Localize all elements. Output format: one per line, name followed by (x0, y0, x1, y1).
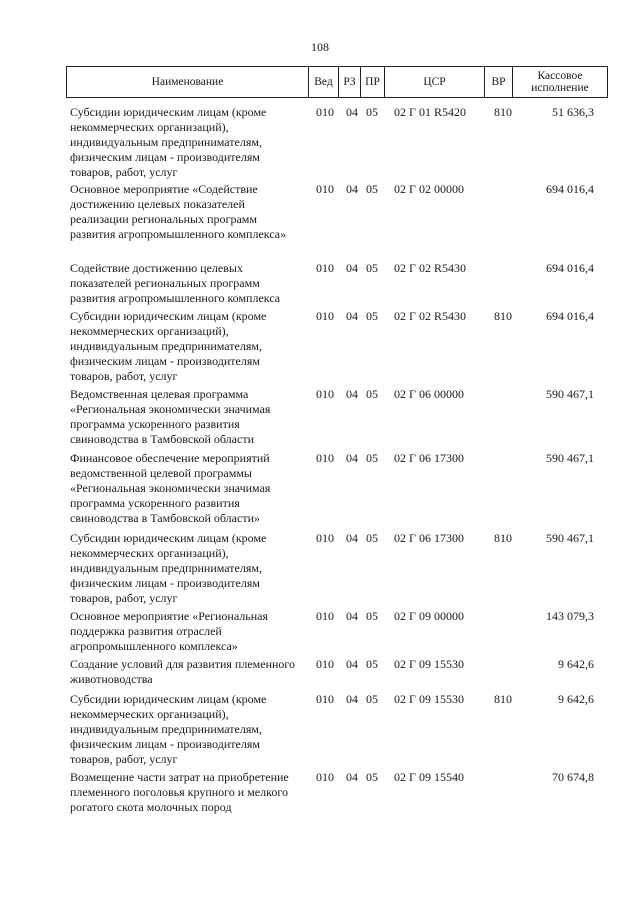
row-pr: 05 (366, 451, 378, 465)
row-ved: 010 (316, 657, 334, 671)
row-rz: 04 (346, 451, 358, 465)
row-name: Содействие достижению целевых показателей региональных программ развития агропромышленного комплекса (70, 261, 281, 305)
row-pr: 05 (366, 261, 378, 275)
row-ved: 010 (316, 451, 334, 465)
row-ved: 010 (316, 387, 334, 401)
row-rz: 04 (346, 261, 358, 275)
header-sum: Кассовое исполнение (531, 70, 589, 94)
row-name: Ведомственная целевая программа «Региональная экономически значимая программа ускоренного развития свиноводства в Тамбовской области (70, 387, 271, 446)
row-sum: 9 642,6 (558, 692, 594, 706)
row-pr: 05 (366, 609, 378, 623)
header-vr: ВР (485, 67, 513, 97)
row-rz: 04 (346, 309, 358, 323)
row-pr: 05 (366, 531, 378, 545)
row-name: Субсидии юридическим лицам (кроме некоммерческих организаций), индивидуальным предпринимателям, физическим лицам - производителям товаров, работ, услуг (70, 309, 267, 383)
row-rz: 04 (346, 609, 358, 623)
header-ved: Вед (309, 67, 339, 97)
row-ved: 010 (316, 609, 334, 623)
row-csr: 02 Г 09 15530 (394, 692, 464, 706)
row-pr: 05 (366, 182, 378, 196)
row-ved: 010 (316, 692, 334, 706)
header-csr: ЦСР (385, 67, 485, 97)
row-rz: 04 (346, 531, 358, 545)
header-rz: РЗ (339, 67, 361, 97)
row-csr: 02 Г 06 17300 (394, 531, 464, 545)
row-sum: 51 636,3 (552, 105, 594, 119)
row-csr: 02 Г 01 R5420 (394, 105, 466, 119)
page-number: 108 (311, 40, 329, 54)
row-vr: 810 (494, 105, 512, 119)
row-name: Субсидии юридическим лицам (кроме некоммерческих организаций), индивидуальным предпринимателям, физическим лицам - производителям товаров, работ, услуг (70, 531, 267, 605)
row-sum: 694 016,4 (546, 261, 594, 275)
row-csr: 02 Г 02 00000 (394, 182, 464, 196)
row-sum: 143 079,3 (546, 609, 594, 623)
row-pr: 05 (366, 692, 378, 706)
row-pr: 05 (366, 387, 378, 401)
row-rz: 04 (346, 657, 358, 671)
row-csr: 02 Г 09 15530 (394, 657, 464, 671)
row-csr: 02 Г 09 15540 (394, 770, 464, 784)
row-rz: 04 (346, 387, 358, 401)
row-ved: 010 (316, 309, 334, 323)
row-sum: 9 642,6 (558, 657, 594, 671)
row-sum: 590 467,1 (546, 451, 594, 465)
row-rz: 04 (346, 105, 358, 119)
row-name: Финансовое обеспечение мероприятий ведомственной целевой программы «Региональная экономически значимая программа ускоренного развития свиноводства в Тамбовской области» (70, 451, 271, 525)
header-name: Наименование (67, 67, 309, 97)
row-sum: 70 674,8 (552, 770, 594, 784)
row-ved: 010 (316, 261, 334, 275)
row-pr: 05 (366, 770, 378, 784)
row-csr: 02 Г 06 00000 (394, 387, 464, 401)
row-ved: 010 (316, 105, 334, 119)
row-vr: 810 (494, 692, 512, 706)
row-ved: 010 (316, 770, 334, 784)
row-name: Основное мероприятие «Региональная поддержка развития отраслей агропромышленного комплекса» (70, 609, 269, 653)
row-sum: 590 467,1 (546, 387, 594, 401)
row-csr: 02 Г 09 00000 (394, 609, 464, 623)
row-csr: 02 Г 02 R5430 (394, 309, 466, 323)
row-ved: 010 (316, 182, 334, 196)
row-pr: 05 (366, 105, 378, 119)
row-pr: 05 (366, 657, 378, 671)
row-pr: 05 (366, 309, 378, 323)
row-name: Субсидии юридическим лицам (кроме некоммерческих организаций), индивидуальным предпринимателям, физическим лицам - производителям товаров, работ, услуг (70, 105, 267, 179)
row-csr: 02 Г 06 17300 (394, 451, 464, 465)
row-rz: 04 (346, 692, 358, 706)
row-csr: 02 Г 02 R5430 (394, 261, 466, 275)
row-ved: 010 (316, 531, 334, 545)
row-vr: 810 (494, 309, 512, 323)
row-rz: 04 (346, 182, 358, 196)
header-pr: ПР (361, 67, 385, 97)
row-sum: 590 467,1 (546, 531, 594, 545)
row-sum: 694 016,4 (546, 182, 594, 196)
row-name: Создание условий для развития племенного животноводства (70, 657, 296, 686)
row-name: Возмещение части затрат на приобретение племенного поголовья крупного и мелкого рогатого скота молочных пород (70, 770, 289, 814)
row-vr: 810 (494, 531, 512, 545)
row-name: Субсидии юридическим лицам (кроме некоммерческих организаций), индивидуальным предпринимателям, физическим лицам - производителям товаров, работ, услуг (70, 692, 267, 766)
table-header (66, 66, 608, 98)
row-rz: 04 (346, 770, 358, 784)
row-sum: 694 016,4 (546, 309, 594, 323)
row-name: Основное мероприятие «Содействие достижению целевых показателей реализации региональных программ развития агропромышленного комплекса» (70, 182, 287, 241)
